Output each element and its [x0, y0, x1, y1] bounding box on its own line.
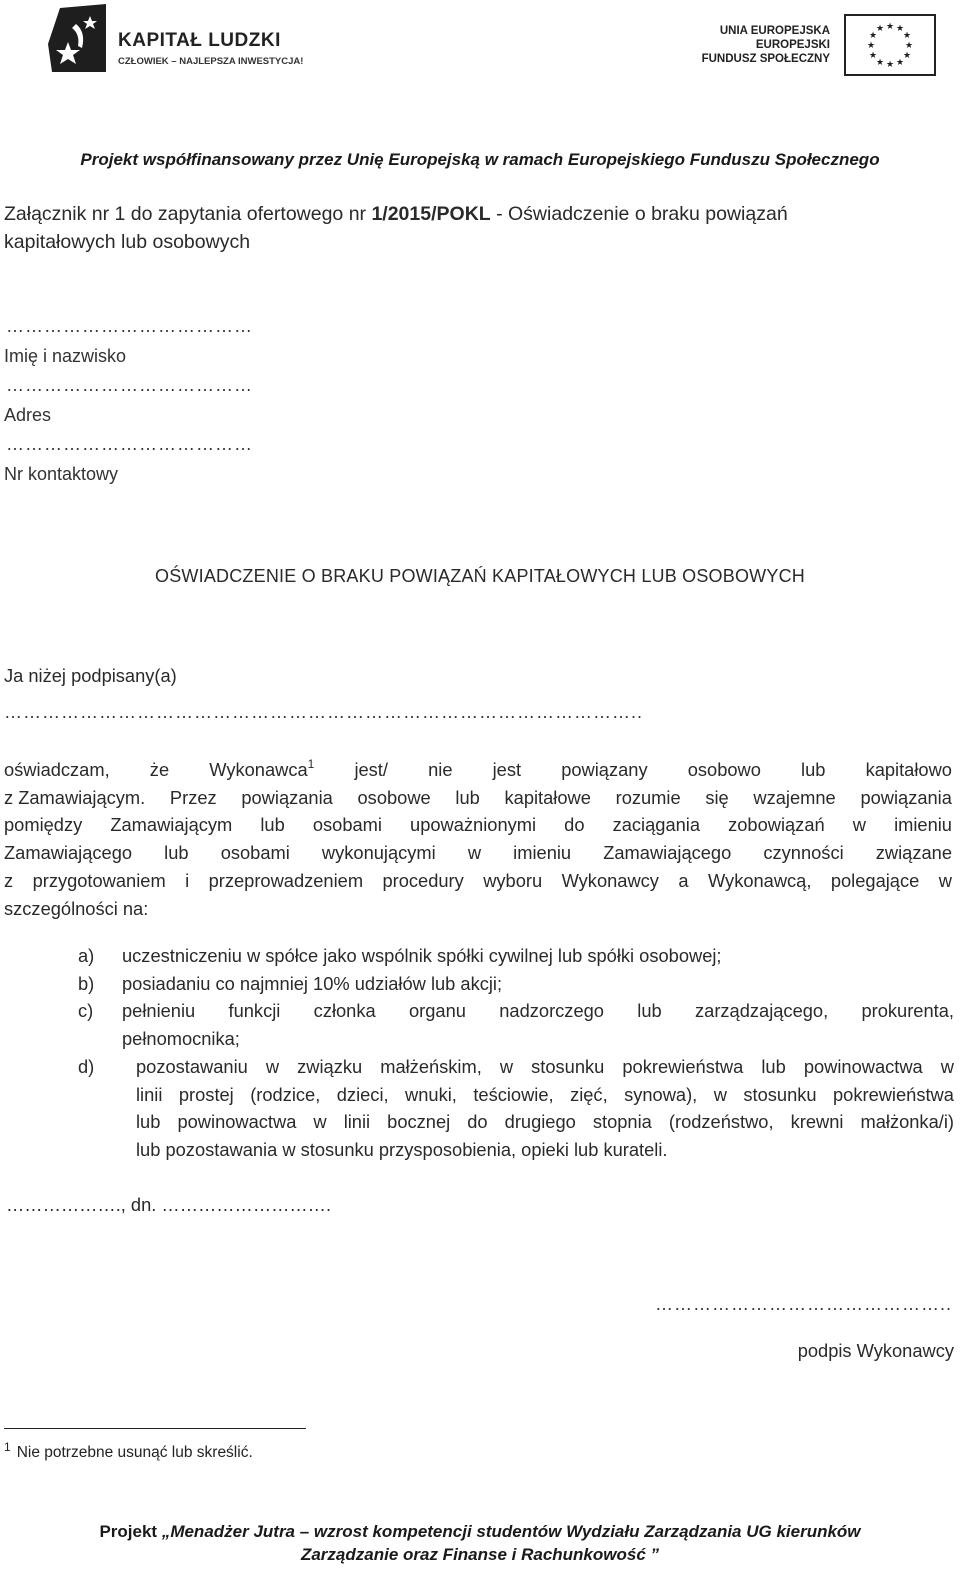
- list-item: [78, 1053, 954, 1164]
- line1-word: lub: [801, 759, 826, 780]
- line3-word: lub: [260, 814, 285, 836]
- contractor-word: [209, 756, 314, 784]
- eu-logo-line1: UNIA EUROPEJSKA: [719, 25, 830, 37]
- address-field-dots[interactable]: …………………………………: [6, 375, 253, 395]
- line2-word: się: [705, 786, 729, 808]
- list-item-line: uczestniczeniu w spółce jako wspólnik spółki cywilnej lub spółki osobowej;: [122, 945, 722, 966]
- line1-word: nie: [428, 759, 453, 780]
- phone-field-dots[interactable]: …………………………………: [6, 434, 253, 454]
- line5-word: a: [678, 869, 689, 891]
- kapital-ludzki-emblem-icon: [46, 4, 108, 72]
- line3-word: do: [564, 814, 585, 836]
- eu-logo-line3: FUNDUSZ SPOŁECZNY: [701, 53, 830, 65]
- line5-word: procedury: [382, 869, 464, 891]
- list-item-text: [122, 997, 954, 1052]
- signature-dots[interactable]: ………………………………………..: [654, 1294, 952, 1314]
- line3-word: Zamawiającym: [110, 814, 233, 836]
- svg-text:★: ★: [875, 24, 885, 34]
- line2-word: powiązania: [860, 786, 952, 808]
- line2-word: osobowe: [357, 786, 431, 808]
- line2-word: wzajemne: [753, 786, 836, 808]
- line1-word: osobowo: [687, 759, 761, 780]
- svg-text:★: ★: [866, 41, 876, 51]
- svg-text:★: ★: [868, 31, 878, 41]
- line3-word: imieniu: [894, 814, 952, 836]
- signature-label: podpis Wykonawcy: [797, 1340, 954, 1361]
- line4-word: imieniu: [513, 842, 572, 864]
- svg-text:★: ★: [895, 24, 905, 34]
- para-line-6: szczególności na:: [4, 897, 149, 919]
- declaration-heading: OŚWIADCZENIE O BRAKU POWIĄZAŃ KAPITAŁOWYCH LUB OSOBOWYCH: [155, 566, 805, 586]
- line5-word: Wykonawcą,: [707, 869, 812, 891]
- eu-efs-logo: [700, 14, 936, 80]
- relations-list: [78, 942, 954, 1164]
- svg-text:★: ★: [875, 58, 885, 68]
- line2-word: powiązania: [241, 786, 333, 808]
- svg-text:★: ★: [895, 58, 905, 68]
- list-item-line: lub powinowactwa w linii bocznej do drugiego stopnia (rodzeństwo, krewni małżonka/i): [136, 1111, 954, 1133]
- line1-word: że: [149, 759, 170, 780]
- footnote-text: Nie potrzebne usunąć lub skreślić.: [16, 1444, 253, 1461]
- footer-line-1: [0, 1520, 960, 1543]
- line5-word: wyboru: [483, 869, 543, 891]
- line2-word: rozumie: [615, 786, 681, 808]
- svg-text:★: ★: [904, 41, 914, 51]
- line4-word: w: [467, 842, 482, 864]
- line3-word: osobami: [312, 814, 382, 836]
- line2-word: lub: [455, 786, 480, 808]
- para-line-5: [4, 867, 952, 895]
- list-item-text: [122, 942, 954, 970]
- kapital-ludzki-subtitle: CZŁOWIEK – NAJLEPSZA INWESTYCJA!: [118, 56, 304, 67]
- eu-logo-text: [702, 24, 830, 66]
- eu-stars-icon: [846, 16, 934, 74]
- para-line-2: [4, 784, 952, 812]
- line5-word: Wykonawcy: [561, 869, 659, 891]
- svg-text:★: ★: [885, 60, 895, 70]
- line5-word: przygotowaniem: [32, 869, 166, 891]
- signed-label: Ja niżej podpisany(a): [4, 665, 177, 686]
- eu-logo-line2: EUROPEJSKI: [755, 39, 830, 51]
- list-item-marker: c): [78, 1000, 94, 1022]
- project-footer: [0, 1520, 960, 1566]
- svg-text:★: ★: [902, 31, 912, 41]
- line1-word: oświadczam,: [4, 759, 110, 780]
- line4-word: Zamawiającego: [4, 842, 133, 864]
- line3-word: pomiędzy: [4, 814, 83, 836]
- list-item-line: pełnieniu funkcji członka organu nadzorczego lub zarządzającego, prokurenta,: [122, 1000, 954, 1022]
- para-line-1: [4, 756, 952, 784]
- declaration-paragraph: [4, 756, 952, 922]
- list-item: [78, 997, 954, 1052]
- line3-word: upoważnionymi: [410, 814, 537, 836]
- line4-word: Zamawiającego: [603, 842, 732, 864]
- para-line-3: [4, 811, 952, 839]
- para-line2-start: z Zamawiającym.: [4, 786, 146, 808]
- list-item-line: pozostawaniu w związku małżeńskim, w stosunku pokrewieństwa lub powinowactwa w: [136, 1055, 954, 1077]
- address-field-label: Adres: [4, 405, 52, 425]
- line1-word: powiązany: [561, 759, 648, 780]
- name-field-dots[interactable]: …………………………………: [6, 316, 253, 336]
- footer-title-1: „Menadżer Jutra – wzrost kompetencji studentów Wydziału Zarządzania UG kierunków: [161, 1522, 861, 1541]
- annex-prefix: Załącznik nr 1 do zapytania ofertowego nr: [4, 203, 372, 225]
- line1-word: jest: [492, 759, 522, 780]
- line3-word: zaciągania: [612, 814, 701, 836]
- line5-word: z: [4, 869, 14, 891]
- annex-suffix: - Oświadczenie o braku powiązań: [490, 203, 788, 225]
- line4-word: związane: [875, 842, 952, 864]
- list-item: [78, 970, 954, 998]
- list-item-marker: d): [78, 1055, 95, 1077]
- list-item-line: linii prostej (rodzice, dzieci, wnuki, teściowie, zięć, synowa), w stosunku pokrewieństwa: [136, 1083, 954, 1105]
- para-line-4: [4, 839, 952, 867]
- line4-word: lub: [164, 842, 189, 864]
- list-item-text: [122, 970, 954, 998]
- line1-word: jest/: [354, 759, 388, 780]
- signer-name-dots[interactable]: ………………………………………………………………………………………..: [4, 702, 644, 722]
- line3-word: w: [852, 814, 866, 836]
- line4-word: czynności: [763, 842, 844, 864]
- footnote: [4, 1440, 253, 1462]
- list-item-line: pełnomocnika;: [122, 1028, 240, 1050]
- line2-word: kapitałowe: [504, 786, 591, 808]
- annex-number: 1/2015/POKL: [371, 203, 491, 225]
- footer-line-2: Zarządzanie oraz Finanse i Rachunkowość ”: [300, 1545, 660, 1564]
- annex-line2: kapitałowych lub osobowych: [4, 231, 251, 253]
- svg-text:★: ★: [902, 51, 912, 61]
- phone-field-label: Nr kontaktowy: [4, 464, 119, 484]
- list-item-marker: b): [78, 972, 95, 994]
- svg-text:★: ★: [885, 22, 895, 32]
- line2-word: Przez: [169, 786, 217, 808]
- eu-flag-icon: [844, 14, 936, 76]
- date-place-line[interactable]: ………………., dn. ……………………….: [6, 1194, 332, 1215]
- line1-word: kapitałowo: [865, 759, 952, 780]
- footnote-number: 1: [4, 1440, 11, 1454]
- line5-word: w: [938, 869, 952, 891]
- svg-text:★: ★: [868, 51, 878, 61]
- kapital-ludzki-logo: [46, 4, 316, 74]
- line4-word: wykonującymi: [321, 842, 436, 864]
- list-item-text: [136, 1053, 954, 1164]
- footnote-ref: 1: [307, 757, 315, 771]
- name-field-label: Imię i nazwisko: [4, 346, 127, 366]
- line5-word: przeprowadzeniem: [208, 869, 364, 891]
- line3-word: zobowiązań: [728, 814, 825, 836]
- annex-title: [4, 200, 949, 256]
- list-item-line: posiadaniu co najmniej 10% udziałów lub akcji;: [122, 972, 503, 994]
- list-item-marker: a): [78, 945, 95, 966]
- footer-lead: Projekt: [99, 1522, 162, 1541]
- footnote-divider: [4, 1428, 306, 1429]
- line1-word: Wykonawca: [209, 759, 308, 780]
- list-item-line: lub pozostawania w stosunku przysposobienia, opieki lub kurateli.: [136, 1138, 668, 1160]
- kapital-ludzki-title: KAPITAŁ LUDZKI: [118, 30, 281, 51]
- list-item: [78, 942, 954, 970]
- line5-word: polegające: [830, 869, 920, 891]
- line4-word: osobami: [220, 842, 290, 864]
- cofinance-header: Projekt współfinansowany przez Unię Europejską w ramach Europejskiego Funduszu Społecznego: [80, 150, 880, 169]
- line5-word: i: [185, 869, 190, 891]
